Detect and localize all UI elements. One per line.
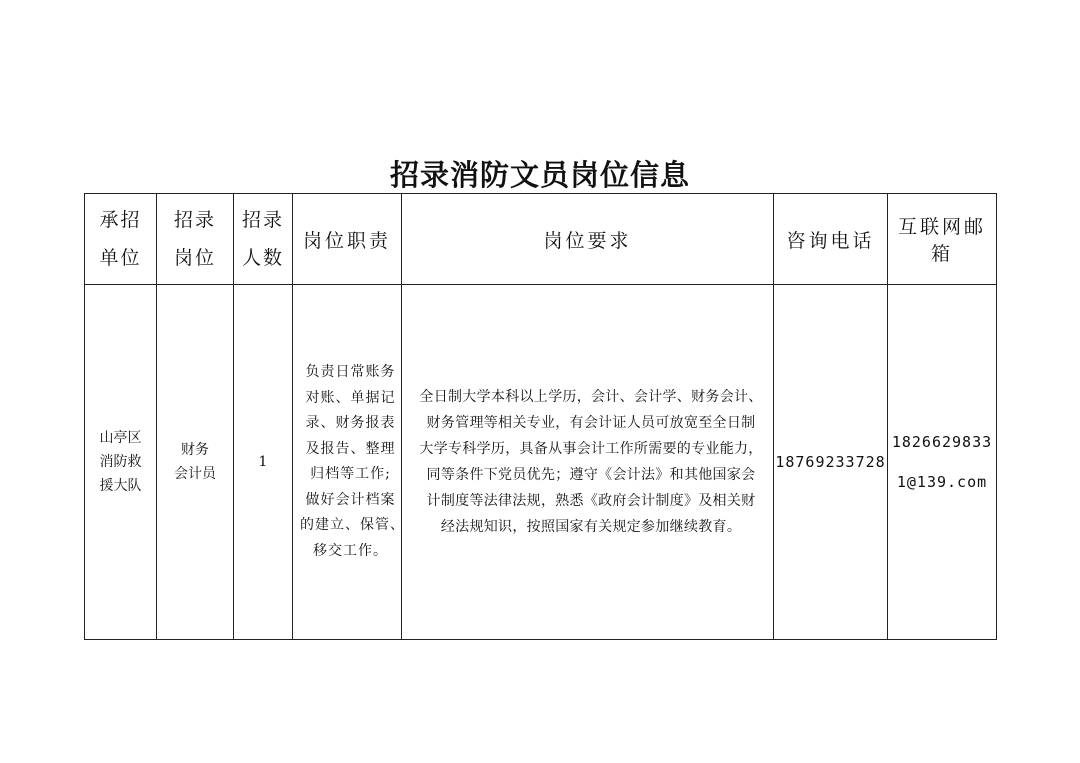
cell-duties: 负责日常账务 对账、单据记 录、财务报表 及报告、整理 归档等工作; 做好会计档案 的建立、保管、 移交工作。 bbox=[293, 285, 402, 640]
document-title: 招录消防文员岗位信息 bbox=[389, 158, 690, 192]
header-duties: 岗位职责 bbox=[293, 194, 402, 285]
header-row bbox=[85, 194, 997, 285]
cell-count: 1 bbox=[234, 285, 293, 640]
header-count: 招录 人数 bbox=[234, 194, 293, 285]
cell-email: 1826629833 1@139.com bbox=[888, 285, 997, 640]
header-unit: 承招 单位 bbox=[85, 194, 157, 285]
cell-position: 财务 会计员 bbox=[157, 285, 234, 640]
table-row bbox=[85, 285, 997, 640]
cell-requirements: 全日制大学本科以上学历，会计、会计学、财务会计、 财务管理等相关专业，有会计证人员可放宽至全日制 大学专科学历，具备从事会计工作所需要的专业能力， 同等条件下党员优先；遵守《会计法》和其他国家会 计制度等法律法规，熟悉《政府会计制度》及相关财 经法规知识，按照国家有关规定参加继续教育。 bbox=[402, 285, 774, 640]
header-position: 招录 岗位 bbox=[157, 194, 234, 285]
job-info-table bbox=[84, 193, 997, 640]
header-email: 互联网邮箱 bbox=[888, 194, 997, 285]
header-requirements: 岗位要求 bbox=[402, 194, 774, 285]
header-phone: 咨询电话 bbox=[774, 194, 888, 285]
cell-phone: 18769233728 bbox=[774, 285, 888, 640]
cell-unit: 山亭区 消防救 援大队 bbox=[85, 285, 157, 640]
